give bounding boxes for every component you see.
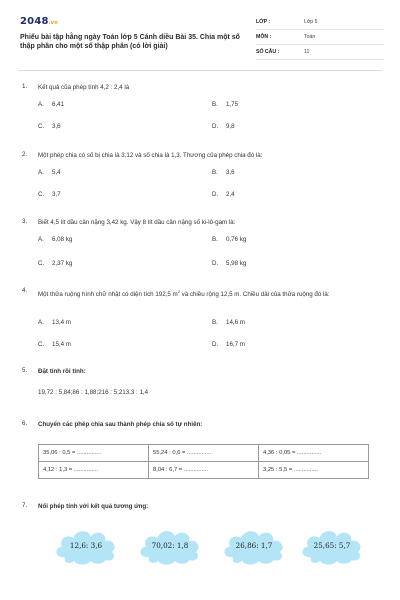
option-b[interactable] [212, 169, 235, 176]
question-3 [22, 218, 384, 268]
logo-suffix: .vn [48, 20, 58, 26]
question-number: 2. [22, 151, 28, 158]
option-text: 3,6 [52, 123, 61, 130]
table-cell[interactable]: 8,04 : 6,7 = ............... [149, 462, 259, 479]
table-cell[interactable]: 55,24 : 0,6 = ............... [149, 445, 259, 462]
option-text: 14,6 m [226, 319, 245, 326]
worksheet-meta [256, 15, 384, 60]
question-7 [22, 502, 384, 516]
option-a[interactable] [38, 101, 64, 108]
option-b[interactable] [212, 319, 245, 326]
division-expressions: 19,72 : 5,84;86 : 1,88;216 : 5,213,3 : 1,4 [38, 389, 149, 396]
cloud-label: 12,6: 3,6 [69, 541, 103, 550]
option-letter: A. [38, 236, 44, 243]
question-text [38, 287, 382, 299]
cloud-option[interactable] [296, 524, 368, 568]
option-text: 2,4 [226, 191, 235, 198]
option-letter: C. [38, 191, 45, 198]
option-text: 0,76 kg [226, 236, 247, 243]
option-d[interactable] [212, 191, 235, 198]
table-cell[interactable]: 3,25 : 5,5 = ............... [259, 462, 369, 479]
table-row [39, 445, 369, 462]
option-letter: A. [38, 319, 44, 326]
question-text: Chuyển các phép chia sau thành phép chia số tự nhiên: [38, 421, 203, 428]
option-text: 13,4 m [52, 319, 71, 326]
question-2 [22, 151, 384, 201]
question-4 [22, 287, 384, 351]
header-divider [18, 70, 382, 71]
question-text: Đặt tính rồi tính: [38, 368, 86, 375]
option-text: 9,8 [226, 123, 235, 130]
question-number: 4. [22, 287, 28, 294]
option-letter: C. [38, 260, 45, 267]
meta-row-subject [256, 30, 384, 45]
option-text: 1,75 [226, 101, 239, 108]
option-text: 16,7 m [226, 341, 245, 348]
option-letter: A. [38, 101, 44, 108]
option-d[interactable] [212, 260, 246, 267]
option-letter: D. [212, 260, 219, 267]
option-c[interactable] [38, 260, 72, 267]
option-letter: D. [212, 341, 219, 348]
option-c[interactable] [38, 341, 71, 348]
question-number: 6. [22, 420, 28, 427]
table-cell[interactable]: 4,12 : 1,3 = ............... [39, 462, 149, 479]
question-1 [22, 83, 384, 133]
cloud-option[interactable] [134, 524, 206, 568]
option-letter: B. [212, 236, 218, 243]
option-a[interactable] [38, 169, 61, 176]
option-letter: C. [38, 123, 45, 130]
option-letter: B. [212, 319, 218, 326]
option-c[interactable] [38, 123, 61, 130]
meta-value: Lớp 5 [304, 19, 318, 25]
logo-main: 2048 [20, 16, 49, 27]
meta-value: Toán [304, 34, 316, 40]
table-cell[interactable]: 35,06 : 0,5 = ............... [39, 445, 149, 462]
question-text: Nối phép tính với kết quả tương ứng: [38, 503, 149, 510]
option-letter: D. [212, 191, 219, 198]
question-text: Kết quả của phép tính 4,2 : 2,4 là [38, 84, 130, 91]
question-text: Một phép chia có số bị chia là 3,12 và số chia là 1,3. Thương của phép chia đó là: [38, 152, 263, 159]
meta-key: LỚP : [256, 19, 271, 25]
option-a[interactable] [38, 236, 72, 243]
worksheet-header [20, 14, 382, 66]
option-d[interactable] [212, 123, 235, 130]
option-text: 2,37 kg [52, 260, 73, 267]
option-text: 5,4 [52, 169, 61, 176]
option-d[interactable] [212, 341, 245, 348]
option-text: 3,6 [226, 169, 235, 176]
option-letter: D. [212, 123, 219, 130]
question-text-part: Một thửa ruộng hình chữ nhật có diện tích 192,5 m [38, 291, 178, 299]
option-letter: C. [38, 341, 45, 348]
table-row [39, 462, 369, 479]
option-letter: B. [212, 169, 218, 176]
option-letter: B. [212, 101, 218, 108]
table-cell[interactable]: 4,36 : 0,05 = ............... [259, 445, 369, 462]
option-text: 5,98 kg [226, 260, 247, 267]
question-text-part: và chiều rộng 12,5 m. Chiều dài của thửa ruộng đó là: [179, 291, 330, 299]
question-number: 1. [22, 83, 28, 90]
option-letter: A. [38, 169, 44, 176]
cloud-label: 26,86: 1,7 [235, 541, 273, 550]
conversion-table [38, 444, 369, 479]
cloud-option[interactable] [218, 524, 290, 568]
question-number: 7. [22, 502, 28, 509]
cloud-label: 70,02: 1,8 [151, 541, 189, 550]
option-text: 15,4 m [52, 341, 71, 348]
option-text: 6,08 kg [52, 236, 73, 243]
option-a[interactable] [38, 319, 71, 326]
option-c[interactable] [38, 191, 61, 198]
meta-row-class [256, 15, 384, 30]
option-text: 3,7 [52, 191, 61, 198]
option-b[interactable] [212, 101, 238, 108]
meta-value: 11 [304, 49, 310, 55]
option-text: 6,41 [52, 101, 65, 108]
question-6 [22, 420, 384, 434]
question-number: 3. [22, 218, 28, 225]
option-b[interactable] [212, 236, 246, 243]
cloud-label: 25,65: 5,7 [313, 541, 351, 550]
meta-key: SỐ CÂU : [256, 49, 280, 55]
question-5 [22, 367, 384, 401]
cloud-option[interactable] [50, 524, 122, 568]
superscript: 2 [177, 289, 180, 294]
meta-key: MÔN : [256, 34, 272, 40]
worksheet-title: Phiếu bài tập hằng ngày Toán lớp 5 Cánh diều Bài 35. Chia một số thập phân cho một số thập phân (có lời giải) [20, 34, 240, 50]
site-logo[interactable] [20, 16, 58, 27]
meta-row-count [256, 45, 384, 60]
question-text: Biết 4,5 lít dầu cân nặng 3,42 kg. Vậy 8 lít dầu cân nặng số ki-lô-gam là: [38, 219, 236, 226]
question-number: 5. [22, 367, 28, 374]
